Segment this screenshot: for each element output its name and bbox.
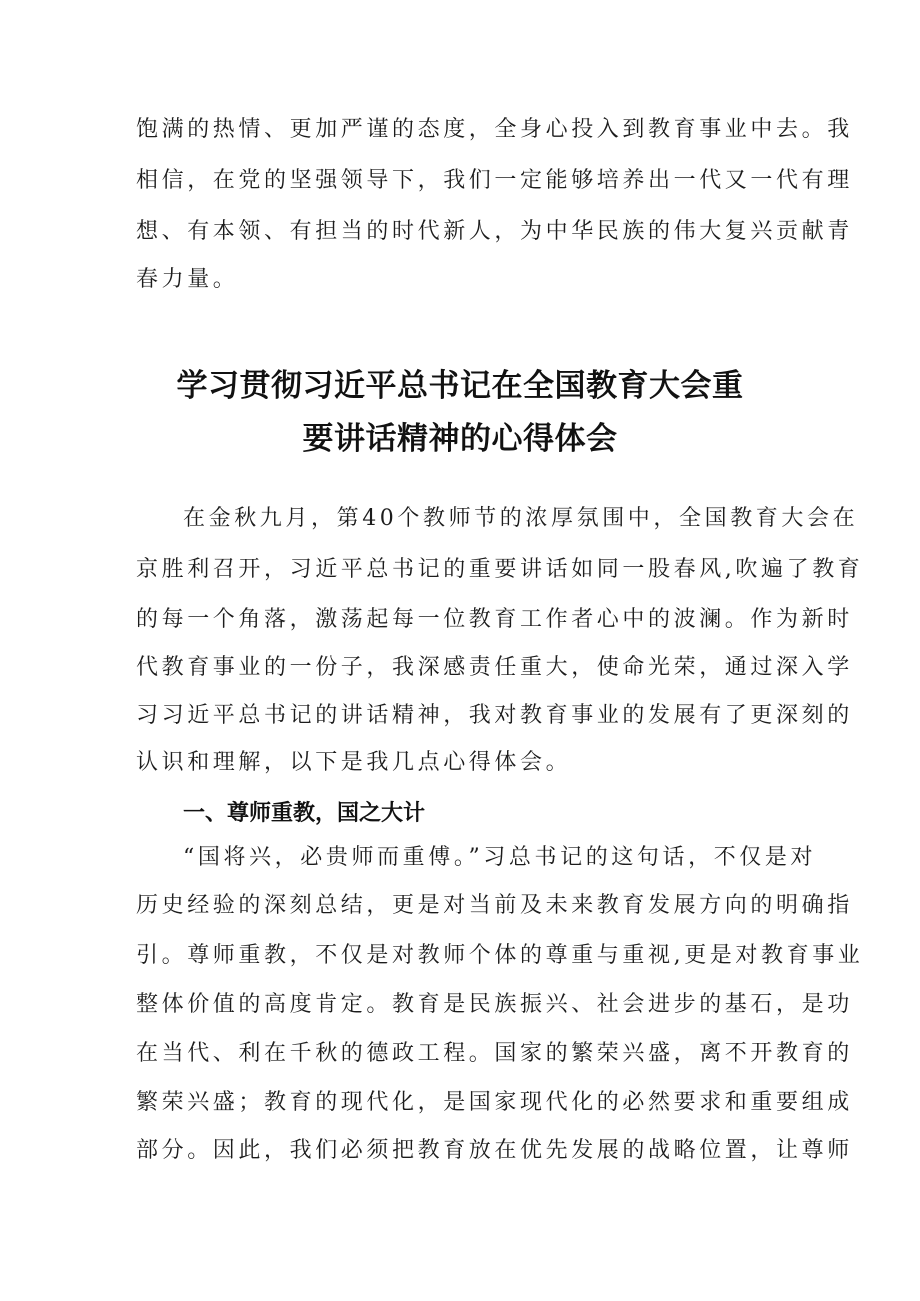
paragraph1-line-1: 在金秋九月，第40个教师节的浓厚氛围中，全国教育大会在 <box>183 506 859 531</box>
section1-line-3: 引。尊师重教，不仅是对教师个体的尊重与重视,更是对教育事业 <box>136 943 864 968</box>
paragraph1-line-4: 代教育事业的一份子，我深感责任重大，使命光荣，通过深入学 <box>136 655 853 680</box>
paragraph1-line-5: 习习近平总书记的讲话精神，我对教育事业的发展有了更深刻的 <box>136 703 853 728</box>
paragraph1-line-3: 的每一个角落，激荡起每一位教育工作者心中的波澜。作为新时 <box>136 607 853 632</box>
paragraph1-line-2: 京胜利召开，习近平总书记的重要讲话如同一股春风,吹遍了教育 <box>136 557 864 582</box>
intro-line-2: 相信，在党的坚强领导下，我们一定能够培养出一代又一代有理 <box>136 168 853 193</box>
section1-line-4: 整体价值的高度肯定。教育是民族振兴、社会进步的基石，是功 <box>136 992 853 1017</box>
section1-heading: 一、尊师重教，国之大计 <box>183 801 426 826</box>
article-title-line-2: 要讲话精神的心得体会 <box>302 421 618 457</box>
section1-line-6: 繁荣兴盛；教育的现代化，是国家现代化的必然要求和重要组成 <box>136 1090 853 1115</box>
article-title-line-1: 学习贯彻习近平总书记在全国教育大会重 <box>176 368 744 404</box>
section1-line-7: 部分。因此，我们必须把教育放在优先发展的战略位置，让尊师 <box>136 1138 853 1163</box>
intro-line-3: 想、有本领、有担当的时代新人，为中华民族的伟大复兴贡献青 <box>136 219 853 244</box>
section1-line-1: “国将兴，必贵师而重傅。”习总书记的这句话，不仅是对 <box>183 845 817 870</box>
intro-line-4: 春力量。 <box>136 267 239 292</box>
intro-line-1: 饱满的热情、更加严谨的态度，全身心投入到教育事业中去。我 <box>136 117 853 142</box>
section1-line-2: 历史经验的深刻总结，更是对当前及未来教育发展方向的明确指 <box>136 893 853 918</box>
paragraph1-line-6: 认识和理解，以下是我几点心得体会。 <box>136 750 572 775</box>
section1-line-5: 在当代、利在千秋的德政工程。国家的繁荣兴盛，离不开教育的 <box>136 1041 853 1066</box>
